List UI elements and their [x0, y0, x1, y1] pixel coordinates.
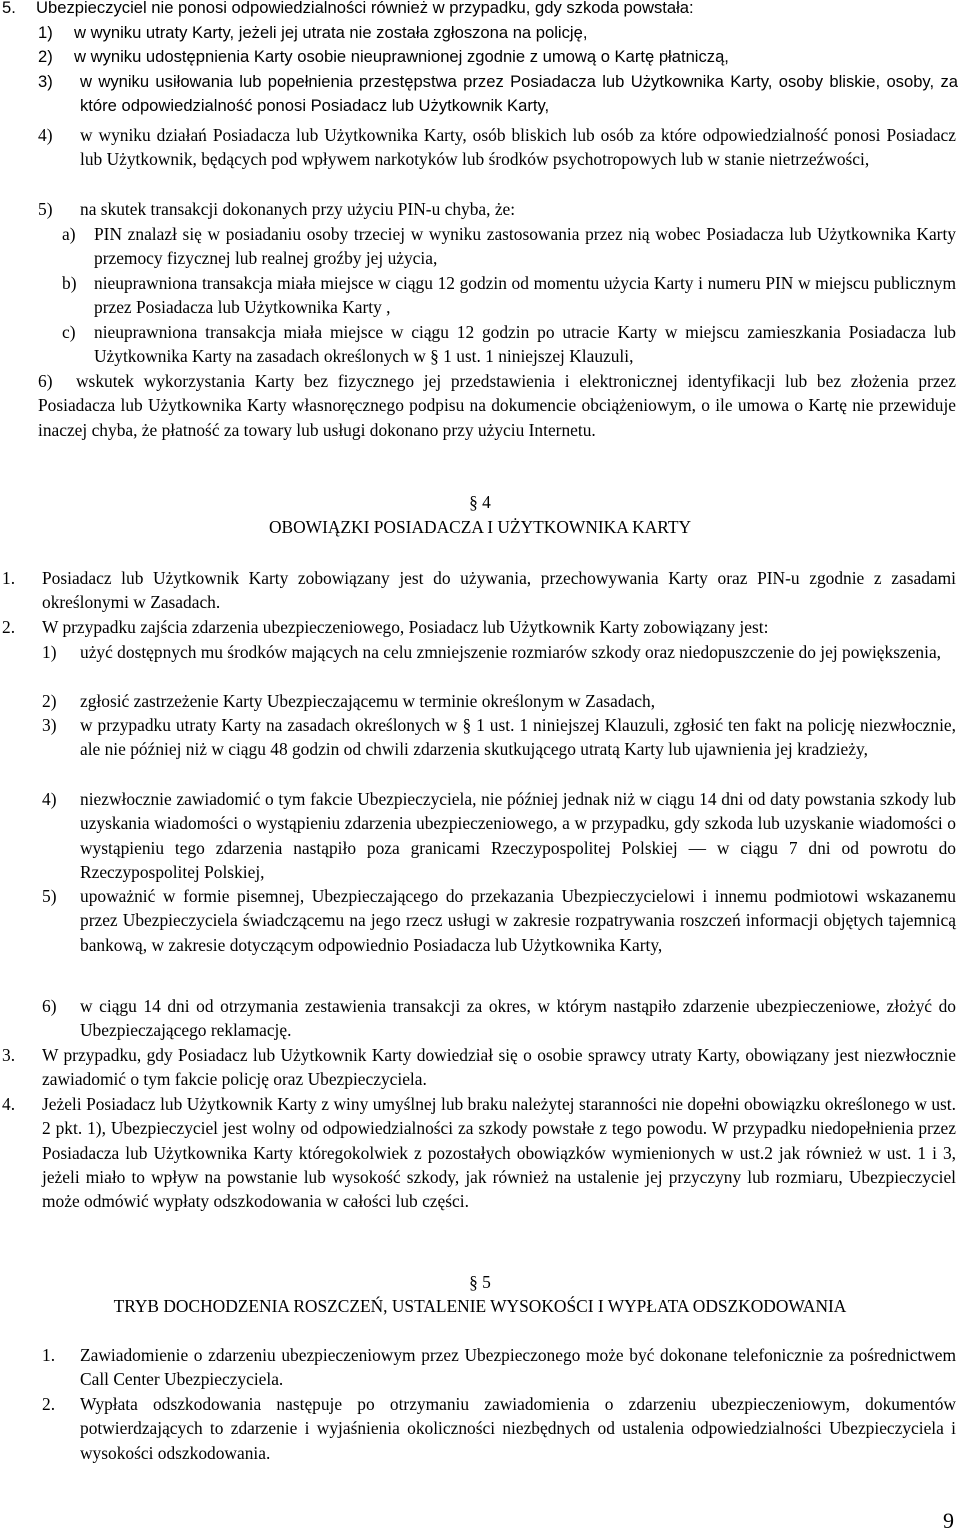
obligation-item-4: [0, 1092, 956, 1214]
list-number: 1.: [2, 568, 16, 588]
section-5-heading: § 5: [469, 1272, 491, 1292]
section-4-heading: § 4: [469, 492, 491, 512]
exclusion-subitem-c: [0, 320, 956, 369]
obligation-subitem-2: [0, 689, 960, 713]
list-number: 6): [42, 996, 57, 1016]
list-number: 4.: [2, 1094, 16, 1114]
paragraph-text: upoważnić w formie pisemnej, Ubezpieczającego do przekazania Ubezpieczycielowi i innemu podmiotowi wskazanemu przez Ubezpieczyciela świadczącemu na jego rzecz usługi w zakresie rozpatrywania roszczeń informacji objętych tajemnicą bankową, w zakresie dotyczącym odpowiednio Posiadacza lub Użytkownika Karty,: [80, 886, 956, 955]
paragraph-text: użyć dostępnych mu środków mających na celu zmniejszenie rozmiarów szkody oraz niedopuszczenie do jej powiększenia,: [80, 642, 942, 662]
obligation-subitem-3: [0, 713, 956, 762]
paragraph-text: PIN znalazł się w posiadaniu osoby trzeciej w wyniku zastosowania przez nią wobec Posiadacza lub Użytkownika Karty przemocy fizycznej lub realnej groźby jej użycia,: [94, 224, 956, 269]
claim-item-1: [0, 1343, 956, 1392]
exclusion-item-5: [0, 197, 960, 221]
paragraph-text: Wypłata odszkodowania następuje po otrzymaniu zawiadomienia o zdarzeniu ubezpieczeniowym, dokumentów potwierdzających to zdarzenie i wyjaśnienia okoliczności niezbędnych od ustalenia odpowiedzialności Ubezpieczyciela i wysokości odszkodowania.: [80, 1394, 956, 1463]
paragraph-text: w wyniku działań Posiadacza lub Użytkownika Karty, osób bliskich lub osób za które odpowiedzialność ponosi Posiadacz lub Użytkownik, będących pod wpływem narkotyków lub środków psychotropowych lub w stanie nietrzeźwości,: [80, 125, 956, 170]
obligation-subitem-4: [0, 787, 956, 884]
list-number: 2.: [2, 617, 16, 637]
list-number: 1.: [42, 1345, 56, 1365]
obligation-subitem-5: [0, 884, 956, 957]
paragraph-text: w wyniku udostępnienia Karty osobie nieuprawnionej zgodnie z umową o Kartę płatniczą,: [74, 47, 729, 66]
obligation-item-3: [0, 1043, 956, 1092]
list-number: 2.: [42, 1394, 56, 1414]
list-letter: a): [62, 224, 76, 244]
paragraph-text: Jeżeli Posiadacz lub Użytkownik Karty z winy umyślnej lub braku należytej staranności nie dopełni obowiązku określonego w ust. 2 pkt. 1), Ubezpieczyciel jest wolny od odpowiedzialności za szkody powstałe z tego powodu. W przypadku niedopełnienia przez Posiadacza lub Użytkownika Karty któregokolwiek z pozostałych obowiązków wymienionych w ust.2 jak również w ust. 1 i 3, jeżeli miało to wpływ na powstanie lub wysokość szkody, jak również na ustalenie jej przyczyny lub rozmiaru, Ubezpieczyciel może odmówić wypłaty odszkodowania w całości lub części.: [42, 1094, 956, 1212]
paragraph-text: nieuprawniona transakcja miała miejsce w ciągu 12 godzin po utracie Karty w miejscu zamieszkania Posiadacza lub Użytkownika Karty na zasadach określonych w § 1 ust. 1 niniejszej Klauzuli,: [94, 322, 956, 367]
list-number: 2): [42, 691, 57, 711]
paragraph-text: Ubezpieczyciel nie ponosi odpowiedzialności również w przypadku, gdy szkoda powstała:: [36, 0, 694, 17]
list-letter: b): [62, 273, 77, 293]
paragraph-text: niezwłocznie zawiadomić o tym fakcie Ubezpieczyciela, nie później jednak niż w ciągu 14 dni od daty powstania szkody lub uzyskania wiadomości o wystąpieniu zdarzenia ubezpieczeniowego, a w przypadku, gdy szkoda lub uzyskanie wiadomości o wystąpieniu tego zdarzenia nastąpiło poza granicami Rzeczypospolitej Polskiej — w ciągu 7 dni od powrotu do Rzeczypospolitej Polskiej,: [80, 789, 956, 883]
paragraph-text: na skutek transakcji dokonanych przy użyciu PIN-u chyba, że:: [80, 199, 516, 219]
exclusion-item-4: [0, 123, 956, 172]
paragraph-text: w ciągu 14 dni od otrzymania zestawienia transakcji za okres, w którym nastąpiło zdarzenie ubezpieczeniowe, złożyć do Ubezpieczającego reklamację.: [80, 996, 956, 1041]
paragraph-text: W przypadku, gdy Posiadacz lub Użytkownik Karty dowiedział się o osobie sprawcy utraty Karty, obowiązany jest niezwłocznie zawiadomić o tym fakcie policję oraz Ubezpieczyciela.: [42, 1045, 956, 1090]
exclusion-subitem-b: [0, 271, 956, 320]
list-number: 3): [42, 715, 57, 735]
obligation-subitem-6: [0, 994, 956, 1043]
paragraph-text: zgłosić zastrzeżenie Karty Ubezpieczającemu w terminie określonym w Zasadach,: [80, 691, 656, 711]
exclusion-item-6: [0, 369, 956, 442]
paragraph-text: w wyniku usiłowania lub popełnienia przestępstwa przez Posiadacza lub Użytkownika Karty, osoby bliskie, osoby, za które odpowiedzialność ponosi Posiadacz lub Użytkownik Karty,: [80, 72, 958, 116]
paragraph-text: w wyniku utraty Karty, jeżeli jej utrata nie została zgłoszona na policję,: [74, 23, 588, 42]
exclusion-intro: [0, 0, 960, 20]
section-5-title: TRYB DOCHODZENIA ROSZCZEŃ, USTALENIE WYSOKOŚCI I WYPŁATA ODSZKODOWANIA: [113, 1296, 847, 1316]
obligation-subitem-1: [0, 640, 956, 664]
paragraph-text: Zawiadomienie o zdarzeniu ubezpieczeniowym przez Ubezpieczonego może być dokonane telefonicznie za pośrednictwem Call Center Ubezpieczyciela.: [80, 1345, 956, 1390]
list-number: 1): [38, 23, 53, 42]
list-number: 6): [38, 371, 53, 391]
obligation-item-2: [0, 615, 960, 639]
list-number: 3.: [2, 1045, 16, 1065]
list-number: 2): [38, 47, 53, 66]
list-number: 3): [38, 72, 53, 91]
claim-item-2: [0, 1392, 956, 1465]
list-number: 5): [38, 199, 53, 219]
exclusion-subitem-a: [0, 222, 956, 271]
section-4-title: OBOWIĄZKI POSIADACZA I UŻYTKOWNIKA KARTY: [268, 517, 692, 537]
obligation-item-1: [0, 566, 956, 615]
paragraph-text: nieuprawniona transakcja miała miejsce w ciągu 12 godzin od momentu użycia Karty i numeru PIN w miejscu publicznym przez Posiadacza lub Użytkownika Karty ,: [94, 273, 956, 318]
paragraph-text: Posiadacz lub Użytkownik Karty zobowiązany jest do używania, przechowywania Karty oraz PIN-u zgodnie z zasadami określonymi w Zasadach.: [42, 568, 956, 613]
exclusion-item-2: [0, 45, 960, 69]
list-number: 1): [42, 642, 57, 662]
list-number: 4): [38, 125, 53, 145]
page-number: 9: [943, 1508, 954, 1533]
list-number: 5.: [2, 0, 16, 17]
list-number: 4): [42, 789, 57, 809]
paragraph-text: w przypadku utraty Karty na zasadach określonych w § 1 ust. 1 niniejszej Klauzuli, zgłosić ten fakt na policję niezwłocznie, ale nie później niż w ciągu 48 godzin od chwili zdarzenia skutkującego utratą Karty lub ujawnienia jej kradzieży,: [80, 715, 956, 760]
list-letter: c): [62, 322, 76, 342]
exclusion-item-1: [0, 21, 960, 45]
list-number: 5): [42, 886, 57, 906]
exclusion-item-3: [0, 70, 958, 119]
paragraph-text: wskutek wykorzystania Karty bez fizycznego jej przedstawienia i elektronicznej identyfikacji lub bez złożenia przez Posiadacza lub Użytkownika Karty własnoręcznego podpisu na dokumencie obciążeniowym, o ile umowa o Kartę nie przewiduje inaczej chyba, że płatność za towary lub usługi dokonano przy użyciu Internetu.: [38, 371, 956, 440]
paragraph-text: W przypadku zajścia zdarzenia ubezpieczeniowego, Posiadacz lub Użytkownik Karty zobowiązany jest:: [42, 617, 769, 637]
